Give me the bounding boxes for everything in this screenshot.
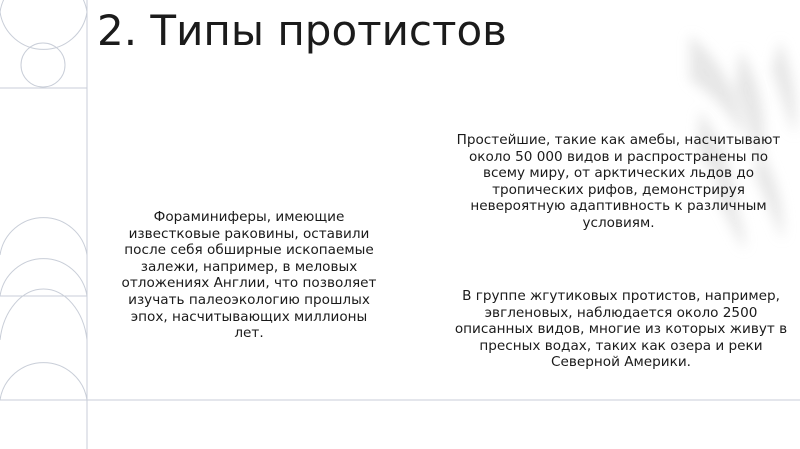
text-block-amoebas: Простейшие, такие как амебы, насчитывают около 50 000 видов и распространены по всему миру, от арктических льдов до тропических рифов, демонстрируя невероятную адаптивность к различным условиям. [456,132,781,231]
slide-title: 2. Типы протистов [97,6,507,55]
text-block-flagellates: В группе жгутиковых протистов, например, эвгленовых, наблюдается около 2500 описанных видов, многие из которых живут в пресных водах, таких как озера и реки Северной Америки. [454,288,788,371]
text-block-foraminifera: Фораминиферы, имеющие известковые раковины, оставили после себя обширные ископаемые залежи, например, в меловых отложениях Англии, что позволяет изучать палеоэкологию прошлых эпох, насчитывающих миллионы лет. [121,209,377,342]
